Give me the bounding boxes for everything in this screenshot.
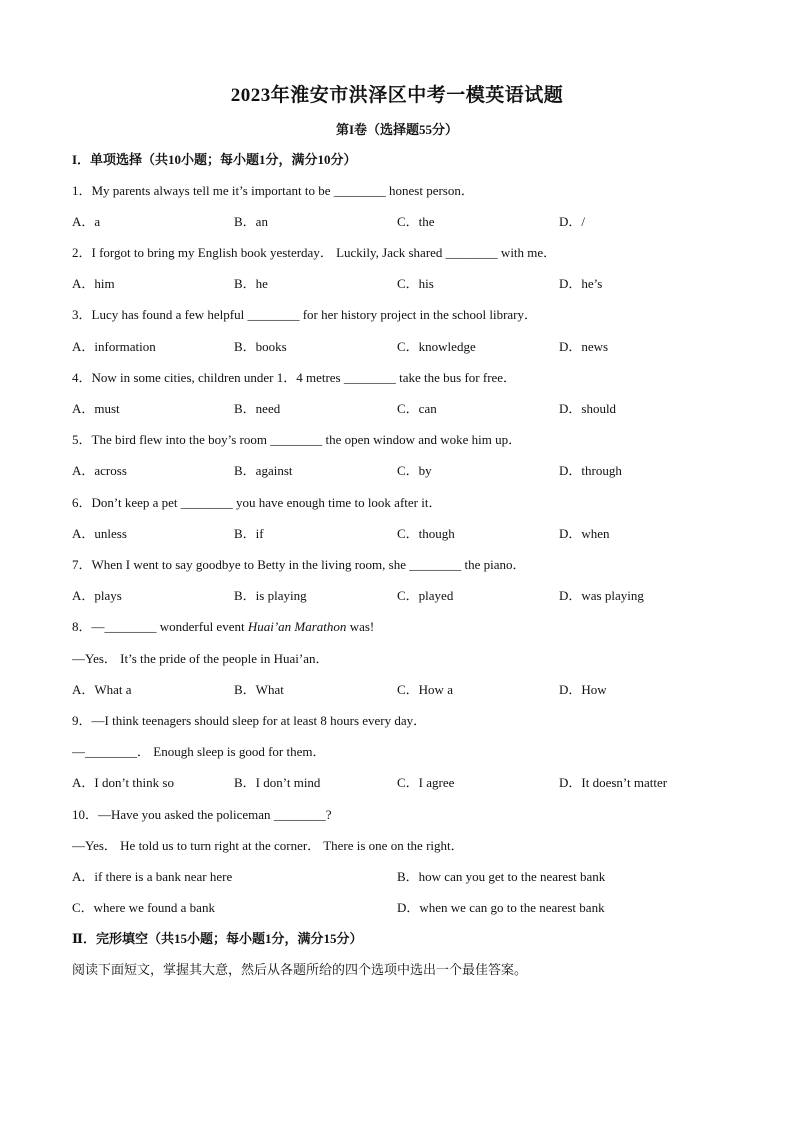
section-heading-2: Ⅱ．完形填空（共15小题；每小题1分，满分15分） (72, 931, 363, 946)
q1-option-d: D．/ (559, 214, 586, 229)
q10-option-c: C．where we found a bank (72, 900, 215, 915)
q8-stem-a: 8．—________ wonderful event (72, 619, 248, 634)
question-4: 4．Now in some cities, children under 1．4 metres ________ take the bus for free． (72, 370, 517, 385)
q2-option-b: B．he (234, 276, 268, 291)
q3-option-d: D．news (559, 339, 609, 354)
q6-option-b: B．if (234, 526, 264, 541)
q3-option-b: B．books (234, 339, 287, 354)
q8-stem-italic: Huai’an Marathon (247, 619, 347, 634)
q7-option-b: B．is playing (234, 588, 307, 603)
question-5: 5．The bird flew into the boy’s room ________ the open window and woke him up． (72, 432, 522, 447)
question-10: 10．—Have you asked the policeman ________? (72, 807, 332, 822)
q9-option-d: D．It doesn’t matter (559, 775, 668, 790)
page-subtitle: 第I卷（选择题55分） (335, 122, 459, 137)
q7-option-c: C．played (397, 588, 454, 603)
q10-option-d: D．when we can go to the nearest bank (397, 900, 605, 915)
q4-option-c: C．can (397, 401, 437, 416)
q4-option-d: D．should (559, 401, 617, 416)
q1-option-b: B．an (234, 214, 268, 229)
q1-option-a: A．a (72, 214, 101, 229)
q2-option-c: C．his (397, 276, 434, 291)
q8-option-a: A．What a (72, 682, 132, 697)
q4-option-b: B．need (234, 401, 281, 416)
question-7: 7．When I went to say goodbye to Betty in the living room, she ________ the piano． (72, 557, 526, 572)
q8-option-d: D．How (559, 682, 607, 697)
q10-option-a: A．if there is a bank near here (72, 869, 233, 884)
q7-option-a: A．plays (72, 588, 122, 603)
q5-option-c: C．by (397, 463, 432, 478)
question-1: 1．My parents always tell me it’s important to be ________ honest person． (72, 183, 474, 198)
q2-option-a: A．him (72, 276, 115, 291)
q6-option-a: A．unless (72, 526, 127, 541)
q6-option-c: C．though (397, 526, 455, 541)
question-9-reply: —________． Enough sleep is good for them． (72, 744, 326, 759)
q7-option-d: D．was playing (559, 588, 644, 603)
question-9: 9．—I think teenagers should sleep for at least 8 hours every day． (72, 713, 427, 728)
q6-option-d: D．when (559, 526, 610, 541)
q9-option-a: A．I don’t think so (72, 775, 174, 790)
q5-option-b: B．against (234, 463, 293, 478)
page-title: 2023年淮安市洪泽区中考一模英语试题 (230, 85, 564, 106)
q1-option-c: C．the (397, 214, 435, 229)
q3-option-c: C．knowledge (397, 339, 476, 354)
question-3: 3．Lucy has found a few helpful ________ for her history project in the school library． (72, 307, 537, 322)
question-2: 2．I forgot to bring my English book yesterday． Luckily, Jack shared ________ with me． (72, 245, 557, 260)
question-10-reply: —Yes． He told us to turn right at the corner． There is one on the right． (72, 838, 464, 853)
q2-option-d: D．he’s (559, 276, 603, 291)
q5-option-a: A．across (72, 463, 127, 478)
q3-option-a: A．information (72, 339, 156, 354)
question-6: 6．Don’t keep a pet ________ you have enough time to look after it． (72, 495, 442, 510)
section-2-instruction: 阅读下面短文，掌握其大意，然后从各题所给的四个选项中选出一个最佳答案。 (72, 962, 528, 977)
q4-option-a: A．must (72, 401, 120, 416)
q8-stem-b: was! (346, 619, 375, 634)
q9-option-b: B．I don’t mind (234, 775, 321, 790)
q8-option-c: C．How a (397, 682, 453, 697)
section-heading-1: I．单项选择（共10小题；每小题1分，满分10分） (72, 152, 357, 167)
q9-option-c: C．I agree (397, 775, 455, 790)
q10-option-b: B．how can you get to the nearest bank (397, 869, 606, 884)
q8-option-b: B．What (234, 682, 284, 697)
q5-option-d: D．through (559, 463, 622, 478)
question-8 (72, 618, 374, 636)
question-8-reply: —Yes． It’s the pride of the people in Huai’an． (72, 651, 329, 666)
